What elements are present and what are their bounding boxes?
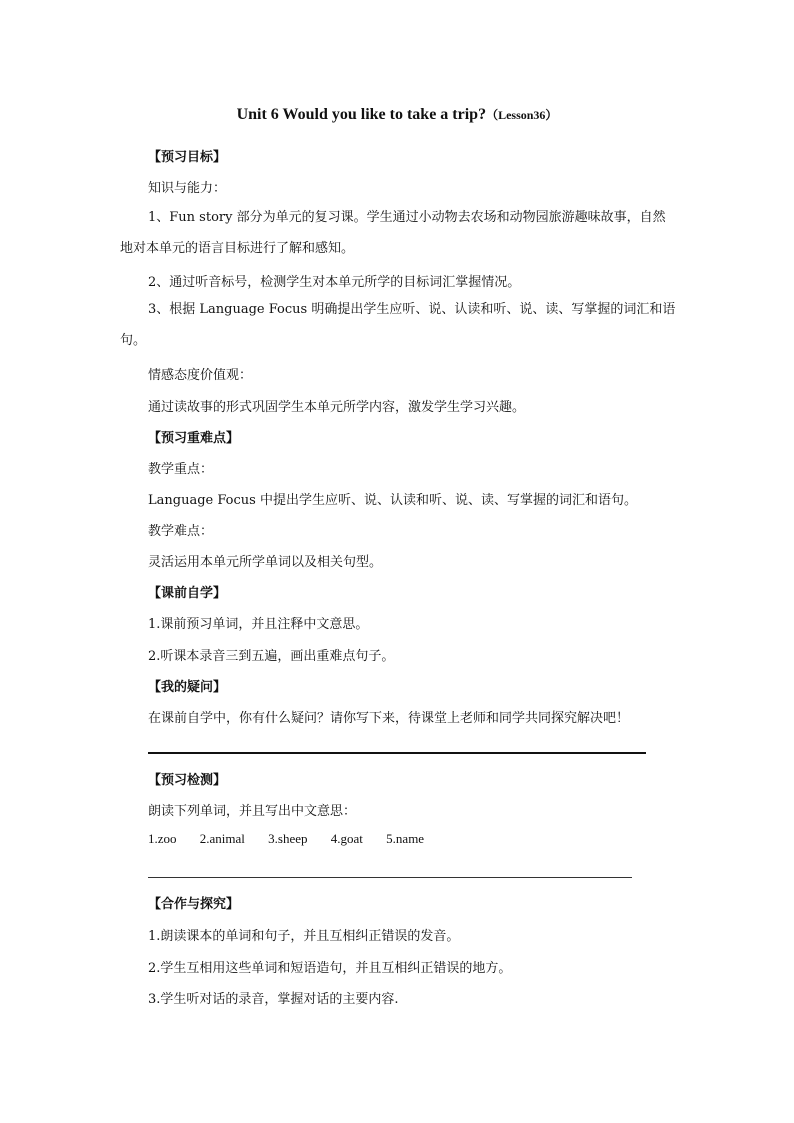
self-study-1: 1.课前预习单词，并且注释中文意思。 — [148, 617, 369, 632]
goal-1: 1、Fun story 部分为单元的复习课。学生通过小动物去农场和动物园旅游趣味故事，自然地对本单元的语言目标进行了解和感知。 — [120, 210, 666, 256]
difficulty-text: 灵活运用本单元所学单词以及相关句型。 — [148, 555, 383, 570]
emotion-text: 通过读故事的形式巩固学生本单元所学内容，激发学生学习兴趣。 — [148, 400, 526, 415]
divider-line — [148, 877, 632, 878]
knowledge-label: 知识与能力： — [148, 181, 227, 196]
word-item: 1.zoo — [148, 831, 177, 846]
heading-preview-goals: 【预习目标】 — [148, 150, 227, 165]
heading-self-study: 【课前自学】 — [148, 586, 227, 601]
check-text: 朗读下列单词，并且写出中文意思： — [148, 804, 357, 819]
difficulty-label: 教学难点： — [148, 524, 214, 539]
word-list — [148, 831, 444, 847]
word-item: 5.name — [386, 831, 425, 846]
emotion-label: 情感态度价值观： — [148, 368, 253, 383]
cooperate-2: 2.学生互相用这些单词和短语造句，并且互相纠正错误的地方。 — [148, 961, 512, 976]
heading-questions: 【我的疑问】 — [148, 680, 227, 695]
title-main: Unit 6 Would you like to take a trip? — [236, 106, 487, 123]
heading-check: 【预习检测】 — [148, 773, 227, 788]
heading-cooperate: 【合作与探究】 — [148, 897, 240, 912]
word-item: 4.goat — [330, 831, 363, 846]
cooperate-1: 1.朗读课本的单词和句子，并且互相纠正错误的发音。 — [148, 929, 460, 944]
self-study-2: 2.听课本录音三到五遍，画出重难点句子。 — [148, 649, 395, 664]
cooperate-3: 3.学生听对话的录音，掌握对话的主要内容. — [148, 992, 399, 1007]
heading-key-points: 【预习重难点】 — [148, 431, 240, 446]
focus-label: 教学重点： — [148, 462, 214, 477]
goal-3: 3、根据 Language Focus 明确提出学生应听、说、认读和听、说、读、写掌握的词汇和语句。 — [120, 302, 676, 348]
title-lesson: （Lesson36） — [486, 108, 558, 122]
focus-text: Language Focus 中提出学生应听、说、认读和听、说、读、写掌握的词汇和语句。 — [148, 493, 637, 508]
page-title — [0, 106, 794, 124]
word-item: 2.animal — [199, 831, 245, 846]
questions-text: 在课前自学中，你有什么疑问？请你写下来，待课堂上老师和同学共同探究解决吧！ — [148, 711, 630, 726]
goal-2: 2、通过听音标号，检测学生对本单元所学的目标词汇掌握情况。 — [148, 275, 521, 290]
word-item: 3.sheep — [268, 831, 308, 846]
answer-line — [148, 752, 646, 754]
